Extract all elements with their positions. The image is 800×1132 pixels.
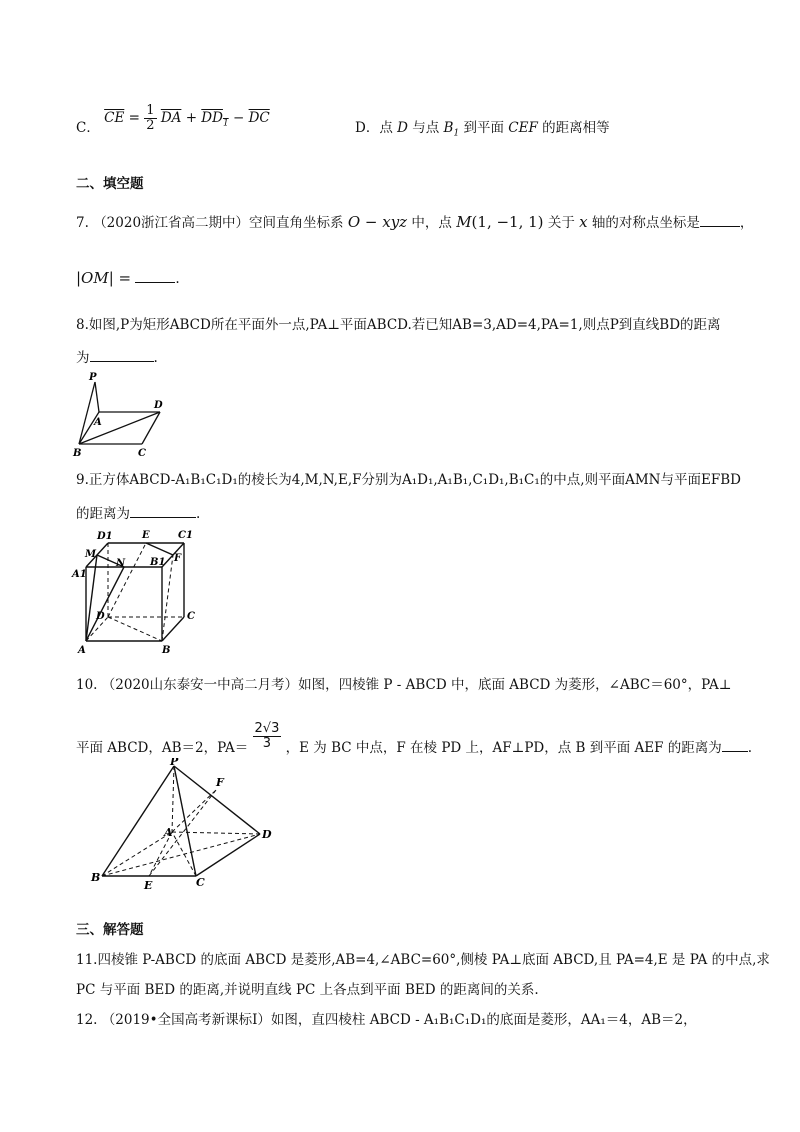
q9-label-b: B xyxy=(162,645,171,655)
q10-label-b: B xyxy=(91,871,101,884)
question-11-line-2: PC 与平面 BED 的距离,并说明直线 PC 上各点到平面 BED 的距离间的关系. xyxy=(76,982,539,998)
q10-figure xyxy=(88,758,278,893)
fraction-half xyxy=(144,104,156,133)
q7-answer-blank-2[interactable] xyxy=(135,268,175,283)
q7-axis: x xyxy=(579,213,588,231)
point-d: D xyxy=(397,120,408,136)
q10-fraction-denominator: 3 xyxy=(262,736,272,751)
section-title-solution: 三、解答题 xyxy=(76,922,144,938)
q7-answer-blank-1[interactable] xyxy=(700,212,740,227)
vector-dd1-sub: 1 xyxy=(222,118,229,129)
q7-om-expression: |OM| = xyxy=(76,269,132,287)
question-8-line-1: 8.如图,P为矩形ABCD所在平面外一点,PA⊥平面ABCD.若已知AB=3,AD=4,PA=1,则点P到直线BD的距离 xyxy=(76,317,721,333)
vector-da: $\overline{DA}$ xyxy=(160,110,182,126)
q7-number: 7. xyxy=(76,215,89,231)
q10-fraction xyxy=(253,722,282,751)
q7-text-2: 中，点 xyxy=(411,215,452,231)
question-9-line-2 xyxy=(76,503,200,524)
option-d xyxy=(355,118,610,144)
q7-text-3: 关于 xyxy=(547,215,575,231)
q7-coord-system: O − xyz xyxy=(347,213,408,231)
plane-cef: CEF xyxy=(508,120,538,136)
q9-label-d1: D1 xyxy=(97,531,113,542)
q8-line2-prefix: 为 xyxy=(76,350,90,366)
vector-dd1 xyxy=(201,110,229,129)
q8-label-p: P xyxy=(89,372,97,383)
q10-label-a: A xyxy=(164,826,173,839)
q9-label-e: E xyxy=(142,530,150,541)
q9-label-d: D xyxy=(96,611,105,622)
q10-label-c: C xyxy=(196,876,205,889)
q10-line2-a: 平面 ABCD，AB＝2，PA＝ xyxy=(76,740,249,756)
q9-figure xyxy=(70,525,200,655)
q10-line2-b: ，E 为 BC 中点，F 在棱 PD 上，AF⊥PD，点 B 到平面 AEF 的距离为 xyxy=(285,740,722,756)
option-d-label: D．点 xyxy=(355,120,393,136)
option-c-label: C． xyxy=(76,120,100,136)
question-9-line-1: 9.正方体ABCD-A₁B₁C₁D₁的棱长为4,M,N,E,F分别为A₁D₁,A₁B₁,C₁D₁,B₁C₁的中点,则平面AMN与平面EFBD xyxy=(76,472,741,488)
q10-label-e: E xyxy=(144,879,153,892)
q7-point-m: M xyxy=(456,213,472,231)
option-c xyxy=(76,104,270,134)
equals-sign: = xyxy=(128,110,140,126)
q7-point-coords: (1, −1, 1) xyxy=(471,213,544,231)
q9-label-b1: B1 xyxy=(150,557,166,568)
question-8-line-2 xyxy=(76,347,158,368)
vector-dc: $\overline{DC}$ xyxy=(248,110,270,126)
q8-label-b: B xyxy=(73,448,82,459)
q9-label-a: A xyxy=(78,645,86,655)
q8-label-c: C xyxy=(138,448,146,459)
question-11-line-1: 11.四棱锥 P-ABCD 的底面 ABCD 是菱形,AB=4,∠ABC=60°,侧棱 PA⊥底面 ABCD,且 PA=4,E 是 PA 的中点,求 xyxy=(76,952,770,968)
point-b1 xyxy=(443,120,460,139)
question-10-line-2 xyxy=(76,721,753,756)
vector-dd1-text: DD xyxy=(201,110,223,126)
question-10-line-1: 10. （2020山东泰安一中高二月考）如图，四棱锥 P - ABCD 中，底面 ABCD 为菱形，∠ABC＝60°，PA⊥ xyxy=(76,677,732,693)
q10-label-d: D xyxy=(262,828,272,841)
minus-sign: − xyxy=(232,110,245,126)
q9-line2-prefix: 的距离为 xyxy=(76,506,130,522)
question-7-line-2 xyxy=(76,268,180,289)
question-12-line-1: 12. （2019•全国高考新课标Ⅰ）如图，直四棱柱 ABCD - A₁B₁C₁D₁的底面是菱形，AA₁＝4，AB＝2， xyxy=(76,1012,697,1028)
q7-line2-end: . xyxy=(175,271,180,287)
q7-text-1: 空间直角坐标系 xyxy=(249,215,344,231)
q7-text-4: 轴的对称点坐标是 xyxy=(591,215,700,231)
vector-ce: $\overline{CE}$ xyxy=(104,110,125,126)
q8-label-a: A xyxy=(94,417,102,428)
q9-label-c1: C1 xyxy=(178,530,193,541)
q10-line2-end: . xyxy=(747,740,753,756)
section-title-fill-blank: 二、填空题 xyxy=(76,176,144,192)
plus-sign: + xyxy=(185,110,197,126)
q10-fraction-numerator: 2√3 xyxy=(254,721,280,736)
q10-label-p: P xyxy=(170,758,179,768)
q10-answer-blank[interactable] xyxy=(722,737,748,752)
option-d-text-4: 的距离相等 xyxy=(542,120,610,136)
q9-label-c: C xyxy=(187,611,195,622)
q8-line2-end: . xyxy=(153,350,158,366)
q7-source: （2020浙江省高二期中） xyxy=(93,215,250,231)
q9-label-a1: A1 xyxy=(72,569,87,580)
option-d-text-2: 与点 xyxy=(412,120,440,136)
q9-label-f: F xyxy=(174,553,182,564)
q10-label-f: F xyxy=(216,776,224,789)
q9-label-m: M xyxy=(85,549,97,560)
q7-text-5: ， xyxy=(739,215,754,231)
fraction-numerator: 1 xyxy=(146,103,155,118)
option-d-text-3: 到平面 xyxy=(463,120,504,136)
question-7 xyxy=(76,212,753,233)
q8-figure xyxy=(72,370,172,460)
q8-answer-blank[interactable] xyxy=(90,347,154,362)
q9-line2-end: . xyxy=(196,506,201,522)
q9-label-n: N xyxy=(116,558,126,569)
q8-label-d: D xyxy=(154,400,163,411)
point-b1-letter: B xyxy=(443,120,454,136)
fraction-denominator: 2 xyxy=(146,118,155,133)
q9-answer-blank[interactable] xyxy=(130,503,196,518)
point-b1-sub: 1 xyxy=(453,128,460,139)
